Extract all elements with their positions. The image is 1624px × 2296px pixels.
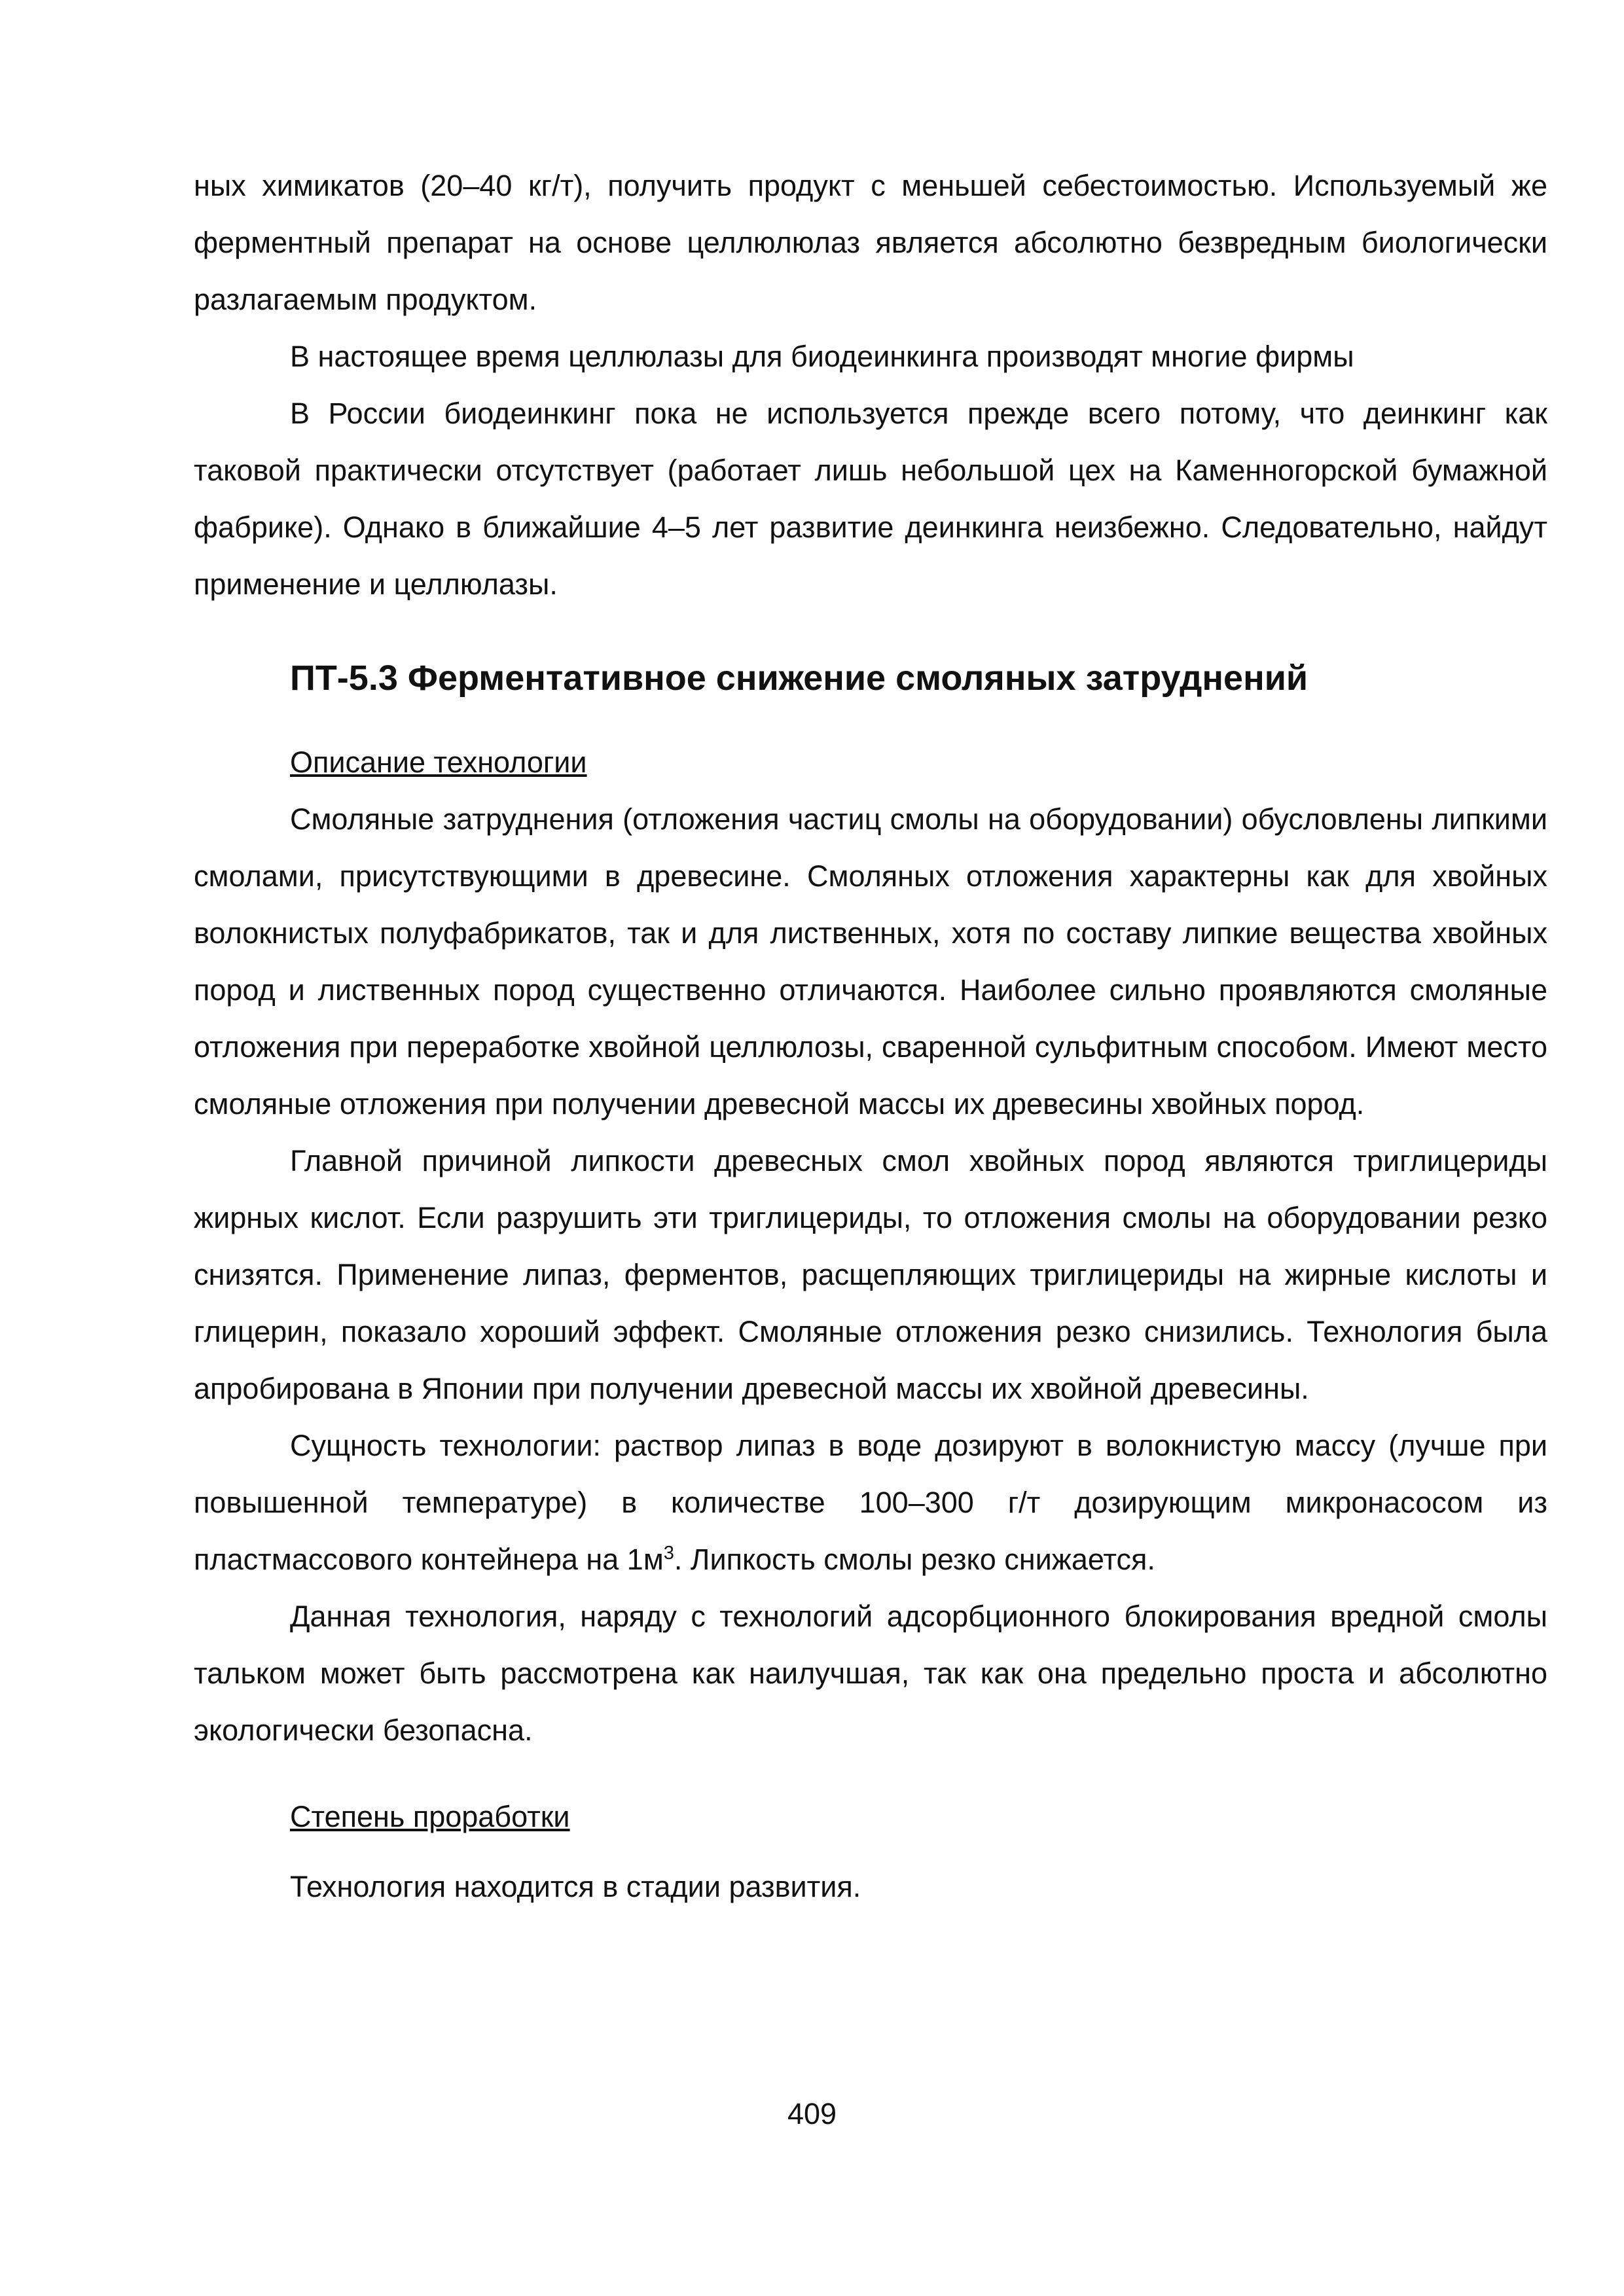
section-title: ПТ-5.3 Ферментативное снижение смоляных затруднений	[290, 658, 1308, 698]
paragraph-7: Данная технология, наряду с технологий адсорбционного блокирования вредной смолы тальком может быть рассмотрена как наилучшая, так как она предельно проста и абсолютно экологически безопасна.	[194, 1600, 1547, 1747]
paragraph-1: ных химикатов (20–40 кг/т), получить продукт с меньшей себестоимостью. Используемый же ферментный препарат на основе целлюлюлаз является абсолютно безвредным биологически разлагаемым продуктом.	[194, 169, 1547, 316]
essence-text: Сущность технологии: раствор липаз в воде дозируют в волокнистую массу (лучше при повышенной температуре) в количестве 100–300 г/т дозирующим микронасосом из пластмассового контейнера на 1м	[194, 1429, 1547, 1576]
cubic-superscript: 3	[663, 1543, 674, 1564]
essence-text-end: . Липкость смолы резко снижается.	[674, 1543, 1155, 1576]
document-page	[194, 157, 1547, 1915]
subsection-description-heading	[194, 734, 1547, 791]
page-number: 409	[787, 2097, 837, 2130]
paragraph-5: Главной причиной липкости древесных смол хвойных пород являются триглицериды жирных кислот. Если разрушить эти триглицериды, то отложения смолы на оборудовании резко снизятся. Применение липаз, ферментов, расщепляющих триглицериды на жирные кислоты и глицерин, показало хороший эффект. Смоляные отложения резко снизились. Технология была апробирована в Японии при получении древесной массы их хвойной древесины.	[194, 1144, 1547, 1405]
paragraph-4: Смоляные затруднения (отложения частиц смолы на оборудовании) обусловлены липкими смолами, присутствующими в древесине. Смоляных отложения характерны как для хвойных волокнистых полуфабрикатов, так и для лиственных, хотя по составу липкие вещества хвойных пород и лиственных пород существенно отличаются. Наиболее сильно проявляются смоляные отложения при переработке хвойной целлюлозы, сваренной сульфитным способом. Имеют место смоляные отложения при получении древесной массы их древесины хвойных пород.	[194, 802, 1547, 1121]
paragraph-3: В России биодеинкинг пока не используется прежде всего потому, что деинкинг как таковой практически отсутствует (работает лишь небольшой цех на Каменногорской бумажной фабрике). Однако в ближайшие 4–5 лет развитие деинкинга неизбежно. Следовательно, найдут применение и целлюлазы.	[194, 397, 1547, 601]
subsection-status-label: Степень проработки	[290, 1800, 570, 1833]
paragraph-2: В настоящее время целлюлазы для биодеинкинга производят многие фирмы	[290, 340, 1354, 373]
subsection-status-heading	[194, 1788, 1547, 1845]
paragraph-6	[194, 1417, 1547, 1588]
subsection-description-label: Описание технологии	[290, 745, 587, 779]
paragraph-8: Технология находится в стадии развития.	[290, 1870, 861, 1903]
